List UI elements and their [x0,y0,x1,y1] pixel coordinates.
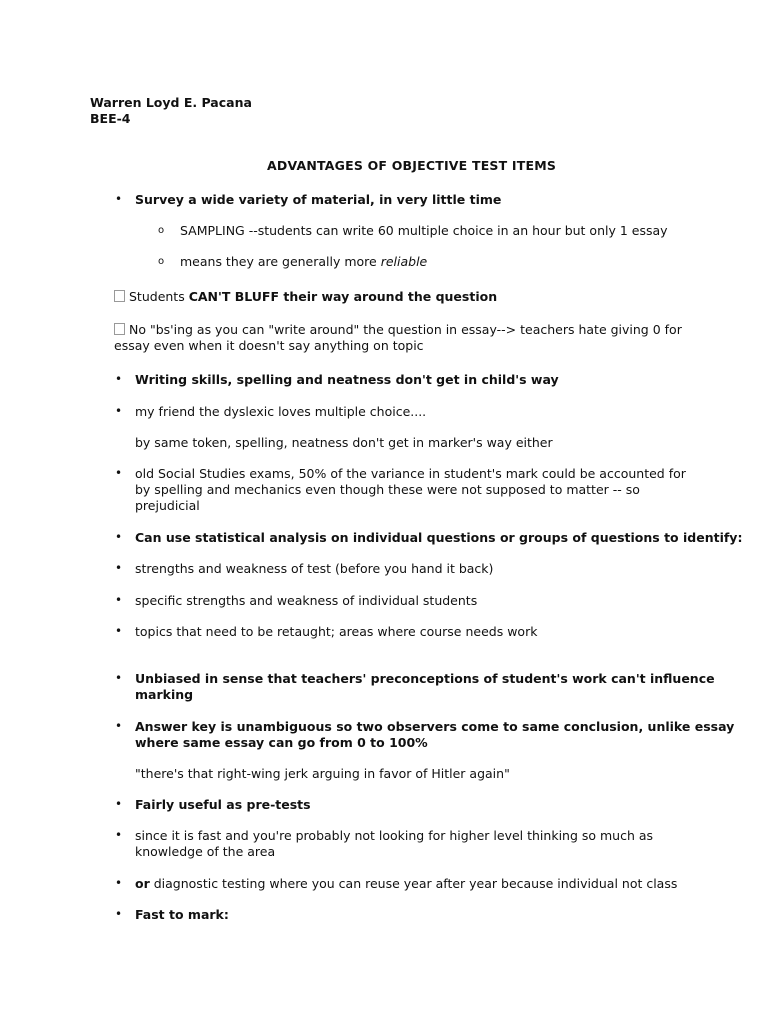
bullet: • [115,561,123,575]
bluff-text: Students [129,289,189,304]
bullet: • [115,530,123,544]
item-social-line3: prejudicial [135,498,200,513]
sub-bullet: o [158,225,165,236]
bullet: • [115,671,123,685]
bullet: • [115,372,123,386]
item-specific: specific strengths and weakness of individual students [135,593,478,608]
diagnostic-bold: or [135,876,150,891]
item-bluff [114,288,497,305]
missing-glyph-icon [114,323,125,335]
item-unbiased-line2: marking [135,687,194,702]
author-name: Warren Loyd E. Pacana [90,95,252,110]
bullet: • [115,192,123,206]
item-fast-line2: knowledge of the area [135,844,276,859]
item-fast-line1: since it is fast and you're probably not looking for higher level thinking so much as [135,828,654,843]
reliable-text: means they are generally more [180,254,381,269]
bullet: • [115,907,123,921]
item-statistical: Can use statistical analysis on individual questions or groups of questions to identify: [135,530,743,545]
item-sampling: SAMPLING --students can write 60 multiple choice in an hour but only 1 essay [180,223,668,238]
item-answer-line2: where same essay can go from 0 to 100% [135,735,428,750]
missing-glyph-icon [114,290,125,302]
course-code: BEE-4 [90,111,131,126]
item-bs-line1 [114,321,682,338]
item-dyslexic: my friend the dyslexic loves multiple choice.... [135,404,427,419]
bs-text: No "bs'ing as you can "write around" the question in essay--> teachers hate giving 0 for [129,322,682,337]
item-fastmark: Fast to mark: [135,907,229,922]
item-bs-line2: essay even when it doesn't say anything on topic [114,338,424,353]
reliable-emphasis: reliable [380,254,428,269]
item-diagnostic [135,875,677,892]
bullet: • [115,797,123,811]
bullet: • [115,593,123,607]
item-writing: Writing skills, spelling and neatness don't get in child's way [135,372,559,387]
sub-bullet: o [158,256,165,267]
item-token: by same token, spelling, neatness don't get in marker's way either [135,435,553,450]
bullet: • [115,828,123,842]
bullet: • [115,624,123,638]
item-strengths: strengths and weakness of test (before you hand it back) [135,561,494,576]
item-quote: "there's that right-wing jerk arguing in favor of Hitler again" [135,766,510,781]
item-reliable [180,253,427,270]
item-answer-line1: Answer key is unambiguous so two observers come to same conclusion, unlike essay [135,719,735,734]
page-title: ADVANTAGES OF OBJECTIVE TEST ITEMS [267,158,557,173]
item-survey: Survey a wide variety of material, in very little time [135,192,502,207]
bullet: • [115,404,123,418]
item-topics: topics that need to be retaught; areas where course needs work [135,624,538,639]
bullet: • [115,719,123,733]
item-unbiased-line1: Unbiased in sense that teachers' preconceptions of student's work can't influence [135,671,715,686]
item-pretests: Fairly useful as pre-tests [135,797,311,812]
diagnostic-text: diagnostic testing where you can reuse year after year because individual not class [149,876,678,891]
item-social-line2: by spelling and mechanics even though these were not supposed to matter -- so [135,482,640,497]
bullet: • [115,466,123,480]
bluff-bold: CAN'T BLUFF their way around the question [188,289,498,304]
bullet: • [115,876,123,890]
item-social-line1: old Social Studies exams, 50% of the variance in student's mark could be accounted for [135,466,686,481]
